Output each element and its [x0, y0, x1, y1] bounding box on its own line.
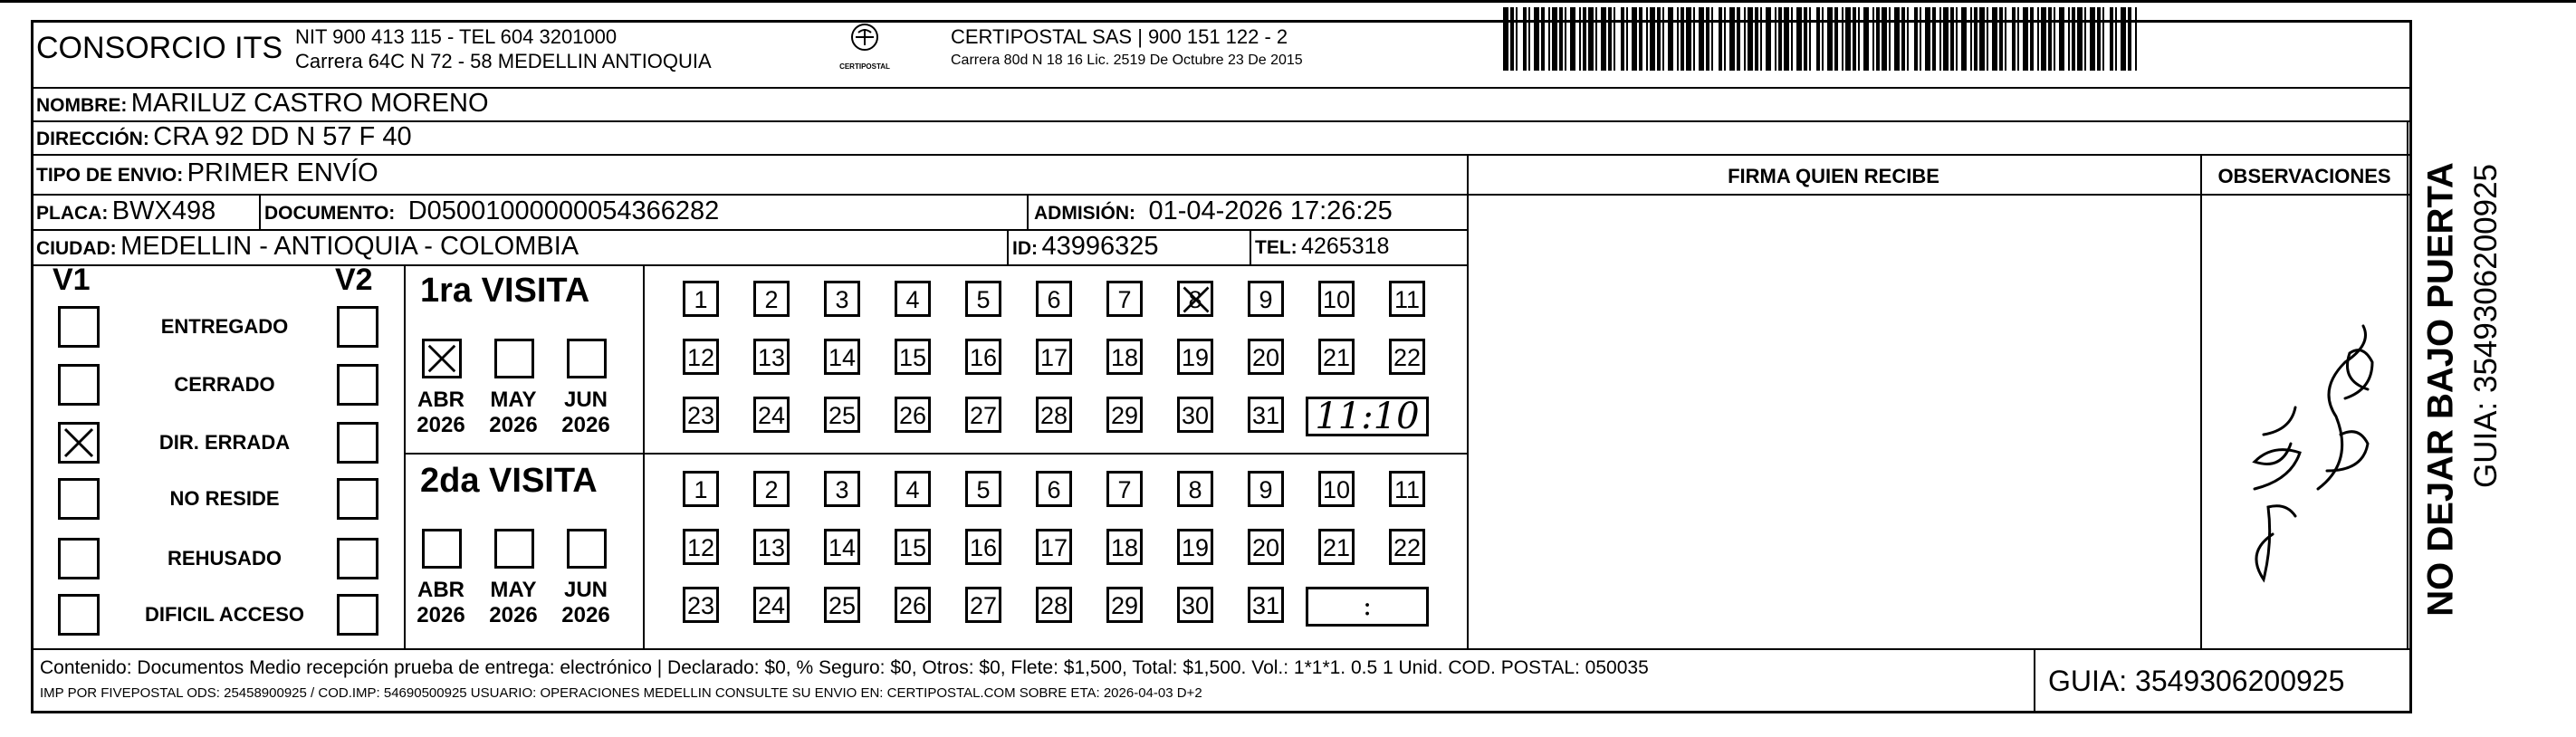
visit-divider	[404, 453, 1467, 455]
admision-divider	[1027, 194, 1029, 230]
visit2-title: 2da VISITA	[420, 462, 598, 500]
row-divider-3b	[1467, 194, 2412, 196]
month-year-label	[482, 578, 545, 628]
day-box-26[interactable]: 26	[895, 397, 931, 433]
v2-checkbox[interactable]	[337, 364, 378, 406]
day-box-12[interactable]: 12	[683, 529, 719, 565]
day-box-23[interactable]: 23	[683, 587, 719, 623]
ciudad-value: MEDELLIN - ANTIOQUIA - COLOMBIA	[120, 232, 579, 261]
observaciones-header: OBSERVACIONES	[2217, 165, 2391, 187]
day-box-13[interactable]: 13	[753, 339, 790, 375]
firma-header: FIRMA QUIEN RECIBE	[1728, 165, 1939, 187]
company-name: CONSORCIO ITS	[36, 31, 283, 65]
id-divider	[1007, 229, 1009, 264]
month-year-label	[554, 578, 618, 628]
obs-right-border	[2407, 120, 2408, 648]
year-label: 2026	[489, 413, 538, 437]
day-box-1[interactable]: 1	[683, 471, 719, 507]
day-box-7[interactable]: 7	[1106, 471, 1143, 507]
month-checkbox[interactable]	[422, 529, 462, 569]
v2-checkbox[interactable]	[337, 306, 378, 348]
day-box-21[interactable]: 21	[1318, 529, 1355, 565]
placa-row: PLACA: BWX498	[36, 196, 216, 225]
day-box-30[interactable]: 30	[1177, 397, 1213, 433]
documento-row: DOCUMENTO: D05001000000054366282	[264, 196, 720, 225]
day-box-12[interactable]: 12	[683, 339, 719, 375]
year-label: 2026	[561, 413, 610, 437]
day-box-8[interactable]: 8	[1177, 471, 1213, 507]
status-label: DIFICIL ACCESO	[144, 603, 304, 626]
day-box-11[interactable]: 11	[1389, 471, 1425, 507]
row-divider-5	[31, 264, 1467, 266]
row-divider-3	[31, 194, 1467, 196]
day-box-9[interactable]: 9	[1248, 281, 1284, 317]
v2-checkbox[interactable]	[337, 422, 378, 464]
day-box-6[interactable]: 6	[1036, 281, 1072, 317]
day-box-1[interactable]: 1	[683, 281, 719, 317]
direccion-row: DIRECCIÓN: CRA 92 DD N 57 F 40	[36, 122, 412, 151]
month-label: MAY	[490, 578, 537, 602]
admision-row: ADMISIÓN: 01-04-2026 17:26:25	[1034, 196, 1393, 225]
visit-time-field[interactable]: 11:10	[1306, 397, 1429, 436]
obs-left-border	[2200, 154, 2202, 648]
month-checkbox[interactable]	[422, 339, 462, 378]
day-box-31[interactable]: 31	[1248, 587, 1284, 623]
day-box-6[interactable]: 6	[1036, 471, 1072, 507]
day-box-22[interactable]: 22	[1389, 529, 1425, 565]
v2-checkbox[interactable]	[337, 478, 378, 520]
day-box-4[interactable]: 4	[895, 281, 931, 317]
status-label: REHUSADO	[168, 547, 282, 570]
day-box-14[interactable]: 14	[824, 339, 860, 375]
day-box-28[interactable]: 28	[1036, 587, 1072, 623]
day-box-24[interactable]: 24	[753, 587, 790, 623]
footer-divider	[31, 648, 2412, 650]
tipo-row: TIPO DE ENVIO: PRIMER ENVÍO	[36, 158, 378, 187]
day-box-2[interactable]: 2	[753, 471, 790, 507]
day-box-25[interactable]: 25	[824, 587, 860, 623]
nombre-row: NOMBRE: MARILUZ CASTRO MORENO	[36, 89, 489, 118]
v2-header: V2	[335, 263, 373, 297]
month-checkbox[interactable]	[567, 339, 607, 378]
tel-value: 4265318	[1301, 234, 1390, 259]
year-label: 2026	[489, 603, 538, 627]
day-box-17[interactable]: 17	[1036, 529, 1072, 565]
tipo-value: PRIMER ENVÍO	[187, 158, 378, 187]
documento-value: D05001000000054366282	[407, 196, 720, 225]
v1-checkbox[interactable]	[58, 478, 100, 520]
month-year-label	[409, 388, 473, 438]
company-address: Carrera 64C N 72 - 58 MEDELLIN ANTIOQUIA	[295, 50, 712, 72]
status-label: CERRADO	[174, 373, 275, 396]
day-box-19[interactable]: 19	[1177, 529, 1213, 565]
month-year-label	[554, 388, 618, 438]
v1-checkbox[interactable]	[58, 422, 100, 464]
month-checkbox[interactable]	[494, 339, 534, 378]
tel-row: TEL: 4265318	[1255, 234, 1390, 259]
status-label: DIR. ERRADA	[158, 431, 291, 454]
v1-checkbox[interactable]	[58, 594, 100, 636]
nombre-value: MARILUZ CASTRO MORENO	[130, 89, 489, 118]
day-box-3[interactable]: 3	[824, 281, 860, 317]
footer-guia: GUIA: 3549306200925	[2048, 665, 2345, 697]
month-label: ABR	[417, 578, 464, 602]
side-text	[2416, 118, 2506, 661]
day-box-27[interactable]: 27	[965, 587, 1001, 623]
day-box-15[interactable]: 15	[895, 339, 931, 375]
day-box-31[interactable]: 31	[1248, 397, 1284, 433]
year-label: 2026	[417, 413, 465, 437]
carrier-license: Carrera 80d N 18 16 Lic. 2519 De Octubre 23 De 2015	[951, 53, 1303, 68]
day-box-7[interactable]: 7	[1106, 281, 1143, 317]
day-box-27[interactable]: 27	[965, 397, 1001, 433]
day-box-16[interactable]: 16	[965, 529, 1001, 565]
day-box-28[interactable]: 28	[1036, 397, 1072, 433]
ciudad-row: CIUDAD: MEDELLIN - ANTIOQUIA - COLOMBIA	[36, 232, 579, 261]
month-checkbox[interactable]	[567, 529, 607, 569]
certipostal-logo: CERTIPOSTAL	[833, 22, 896, 72]
day-box-13[interactable]: 13	[753, 529, 790, 565]
month-checkbox[interactable]	[494, 529, 534, 569]
day-box-29[interactable]: 29	[1106, 397, 1143, 433]
day-box-5[interactable]: 5	[965, 281, 1001, 317]
day-box-29[interactable]: 29	[1106, 587, 1143, 623]
month-label: JUN	[563, 388, 608, 412]
visit-time-field[interactable]: :	[1306, 587, 1429, 627]
v2-checkbox[interactable]	[337, 538, 378, 579]
v1-checkbox[interactable]	[58, 364, 100, 406]
day-box-17[interactable]: 17	[1036, 339, 1072, 375]
v1-checkbox[interactable]	[58, 538, 100, 579]
footer-guia-divider	[2034, 648, 2035, 713]
firma-left-border	[1467, 154, 1469, 648]
day-box-20[interactable]: 20	[1248, 529, 1284, 565]
no-dejar-bajo-puerta: NO DEJAR BAJO PUERTA	[2420, 162, 2461, 617]
direccion-value: CRA 92 DD N 57 F 40	[153, 122, 412, 151]
day-box-16[interactable]: 16	[965, 339, 1001, 375]
day-box-5[interactable]: 5	[965, 471, 1001, 507]
month-label: JUN	[563, 578, 608, 602]
placa-value: BWX498	[111, 196, 216, 225]
day-box-14[interactable]: 14	[824, 529, 860, 565]
month-label: MAY	[490, 388, 537, 412]
v1-header: V1	[53, 263, 91, 297]
side-guia: GUIA: 3549306200925	[2468, 163, 2504, 489]
day-box-20[interactable]: 20	[1248, 339, 1284, 375]
footer-contenido: Contenido: Documentos Medio recepción prueba de entrega: electrónico | Declarado: $0, % Seguro: $0, Otros: $0, Flete: $1,500, Total: $1,500. Vol.: 1*1*1. 0.5 1 Unid. COD. POSTAL: 050035	[40, 657, 1649, 678]
day-box-18[interactable]: 18	[1106, 529, 1143, 565]
day-box-26[interactable]: 26	[895, 587, 931, 623]
handwritten-signature	[2209, 263, 2399, 607]
day-box-24[interactable]: 24	[753, 397, 790, 433]
day-box-9[interactable]: 9	[1248, 471, 1284, 507]
v1-checkbox[interactable]	[58, 306, 100, 348]
status-label: ENTREGADO	[160, 315, 289, 338]
year-label: 2026	[417, 603, 465, 627]
tel-divider	[1250, 229, 1251, 264]
month-year-label	[409, 578, 473, 628]
top-cut-line	[0, 0, 2576, 3]
day-box-10[interactable]: 10	[1318, 471, 1355, 507]
day-box-4[interactable]: 4	[895, 471, 931, 507]
carrier-name: CERTIPOSTAL SAS | 900 151 122 - 2	[951, 25, 1288, 48]
footer-imp: IMP POR FIVEPOSTAL ODS: 25458900925 / COD.IMP: 54690500925 USUARIO: OPERACIONES MEDELLIN CONSULTE SU ENVIO EN: CERTIPOSTAL.COM SOBRE ETA: 2026-04-03 D+2	[40, 685, 1202, 701]
day-box-18[interactable]: 18	[1106, 339, 1143, 375]
id-row: ID: 43996325	[1012, 232, 1159, 261]
status-divider	[404, 264, 406, 648]
day-box-19[interactable]: 19	[1177, 339, 1213, 375]
row-divider-2	[31, 154, 2412, 156]
day-box-3[interactable]: 3	[824, 471, 860, 507]
id-value: 43996325	[1041, 232, 1159, 261]
day-box-25[interactable]: 25	[824, 397, 860, 433]
visit-months-divider	[643, 264, 645, 648]
v2-checkbox[interactable]	[337, 594, 378, 636]
day-box-30[interactable]: 30	[1177, 587, 1213, 623]
day-box-23[interactable]: 23	[683, 397, 719, 433]
status-label: NO RESIDE	[169, 487, 280, 510]
admision-value: 01-04-2026 17:26:25	[1148, 196, 1393, 225]
month-label: ABR	[417, 388, 464, 412]
day-box-15[interactable]: 15	[895, 529, 931, 565]
day-box-21[interactable]: 21	[1318, 339, 1355, 375]
month-year-label	[482, 388, 545, 438]
day-box-22[interactable]: 22	[1389, 339, 1425, 375]
day-box-8[interactable]: 8	[1177, 281, 1213, 317]
placa-divider	[259, 194, 261, 230]
row-divider-4	[31, 229, 1467, 231]
year-label: 2026	[561, 603, 610, 627]
day-box-11[interactable]: 11	[1389, 281, 1425, 317]
visit1-title: 1ra VISITA	[420, 272, 590, 310]
day-box-2[interactable]: 2	[753, 281, 790, 317]
company-nit: NIT 900 413 115 - TEL 604 3201000	[295, 25, 618, 48]
day-box-10[interactable]: 10	[1318, 281, 1355, 317]
